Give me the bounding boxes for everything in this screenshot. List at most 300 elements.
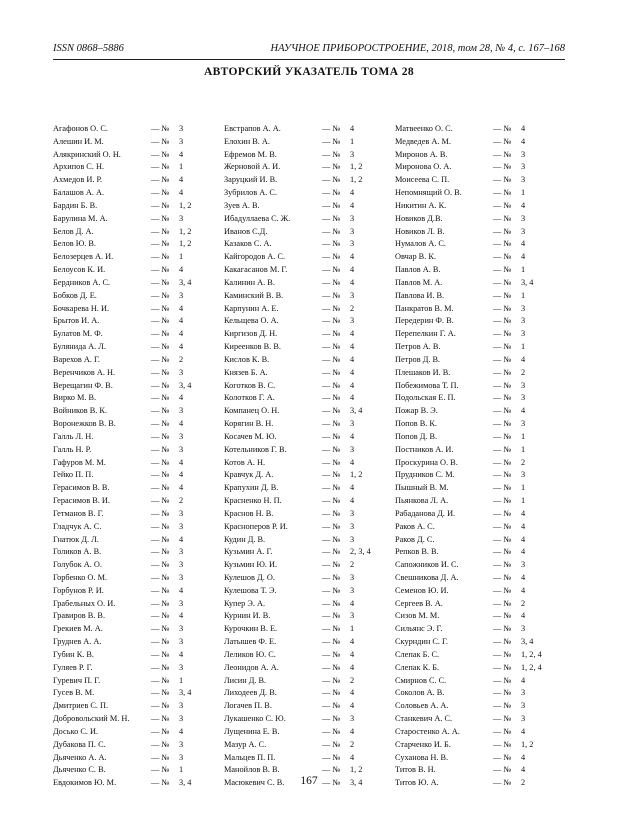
- author-name: Белозерцев А. И.: [53, 252, 114, 262]
- issue-numbers: 4: [350, 752, 355, 762]
- author-entry: [395, 610, 565, 623]
- issue-marker: — №: [322, 342, 341, 352]
- author-name: Гетманов В. Г.: [53, 508, 104, 518]
- issue-numbers: 4: [350, 124, 355, 133]
- issue-marker: — №: [493, 290, 512, 300]
- author-entry: [224, 226, 394, 239]
- author-name: Зубрилов А. С.: [224, 188, 278, 198]
- issue-marker: — №: [493, 277, 512, 287]
- issue-numbers: 3: [179, 752, 184, 762]
- issue-numbers: 3, 4: [350, 778, 363, 788]
- author-name: Дьяченко А. А.: [53, 752, 107, 762]
- author-entry: [53, 444, 223, 457]
- issue-numbers: 3: [179, 572, 184, 582]
- issue-marker: — №: [151, 136, 170, 146]
- issue-marker: — №: [151, 329, 170, 339]
- issue-numbers: 1: [521, 496, 526, 506]
- issue-marker: — №: [322, 598, 341, 608]
- issue-marker: — №: [151, 342, 170, 352]
- issue-numbers: 2: [350, 675, 355, 685]
- author-entry: [53, 149, 223, 162]
- author-entry: [395, 136, 565, 149]
- author-entry: [224, 405, 394, 418]
- author-entry: [395, 534, 565, 547]
- author-name: Передерин Ф. В.: [395, 316, 454, 326]
- author-entry: [395, 649, 565, 662]
- issue-numbers: 1: [521, 342, 526, 352]
- author-name: Бардин Б. В.: [53, 200, 98, 210]
- author-entry: [224, 392, 394, 405]
- author-name: Кайгородов А. С.: [224, 252, 286, 262]
- author-entry: [395, 200, 565, 213]
- author-entry: [395, 546, 565, 559]
- issue-numbers: 3: [350, 239, 355, 249]
- issue-numbers: 4: [350, 329, 355, 339]
- author-name: Бердников А. С.: [53, 277, 111, 287]
- issue-numbers: 1: [350, 624, 355, 634]
- author-name: Кельщева О. А.: [224, 316, 279, 326]
- author-name: Варехов А. Г.: [53, 354, 100, 364]
- author-name: Калинин А. В.: [224, 277, 275, 287]
- author-entry: [395, 559, 565, 572]
- author-entry: [53, 290, 223, 303]
- issue-marker: — №: [151, 316, 170, 326]
- author-name: Лукашенко С. Ю.: [224, 714, 286, 724]
- author-entry: [395, 354, 565, 367]
- issue-marker: — №: [151, 175, 170, 185]
- author-name: Воронежков В. В.: [53, 419, 116, 429]
- author-entry: [53, 405, 223, 418]
- issue-marker: — №: [493, 457, 512, 467]
- issue-marker: — №: [151, 457, 170, 467]
- author-name: Киргизов Д. Н.: [224, 329, 278, 339]
- author-entry: [53, 559, 223, 572]
- issue-marker: — №: [322, 637, 341, 647]
- issue-marker: — №: [322, 662, 341, 672]
- issue-numbers: 4: [350, 380, 355, 390]
- author-name: Верещагин Ф. В.: [53, 380, 113, 390]
- author-entry: [53, 752, 223, 765]
- author-entry: [224, 341, 394, 354]
- issue-numbers: 1: [179, 765, 184, 775]
- issue-marker: — №: [493, 200, 512, 210]
- author-name: Сильянс Э. Г.: [395, 624, 443, 634]
- issue-numbers: 3: [350, 149, 355, 159]
- issue-marker: — №: [151, 406, 170, 416]
- author-entry: [224, 610, 394, 623]
- author-name: Мальцев П. П.: [224, 752, 276, 762]
- author-entry: [395, 341, 565, 354]
- author-entry: [53, 649, 223, 662]
- author-name: Елохин В. А.: [224, 136, 271, 146]
- issue-numbers: 4: [350, 688, 355, 698]
- issue-numbers: 3: [521, 688, 526, 698]
- author-name: Компанец О. Н.: [224, 406, 280, 416]
- author-entry: [224, 457, 394, 470]
- issue-marker: — №: [322, 649, 341, 659]
- author-entry: [224, 752, 394, 765]
- author-entry: [224, 739, 394, 752]
- author-name: Перепелкин Г. А.: [395, 329, 456, 339]
- issue-marker: — №: [322, 470, 341, 480]
- author-entry: [224, 444, 394, 457]
- issue-numbers: 2: [350, 303, 355, 313]
- issue-marker: — №: [493, 547, 512, 557]
- author-entry: [53, 457, 223, 470]
- author-entry: [224, 123, 394, 136]
- issue-numbers: 3: [179, 290, 184, 300]
- author-entry: [53, 713, 223, 726]
- author-entry: [53, 726, 223, 739]
- author-name: Пышный В. М.: [395, 483, 449, 493]
- issue-marker: — №: [493, 483, 512, 493]
- author-entry: [224, 303, 394, 316]
- author-entry: [53, 508, 223, 521]
- issue-numbers: 4: [350, 598, 355, 608]
- author-entry: [53, 431, 223, 444]
- issue-numbers: 3: [521, 419, 526, 429]
- index-column-1: [53, 123, 223, 790]
- header-rule: [53, 59, 565, 60]
- issue-numbers: 1: [521, 188, 526, 198]
- issue-numbers: 3: [350, 213, 355, 223]
- author-name: Смирнов С. С.: [395, 675, 447, 685]
- author-name: Галль Н. Р.: [53, 444, 92, 454]
- issue-marker: — №: [151, 624, 170, 634]
- author-name: Подольская Е. П.: [395, 393, 456, 403]
- author-entry: [53, 226, 223, 239]
- issue-marker: — №: [151, 547, 170, 557]
- issue-marker: — №: [151, 675, 170, 685]
- author-name: Досько С. И.: [53, 726, 99, 736]
- author-name: Титов Ю. А.: [395, 778, 439, 788]
- author-entry: [395, 495, 565, 508]
- author-entry: [224, 380, 394, 393]
- issue-marker: — №: [493, 354, 512, 364]
- issue-marker: — №: [322, 419, 341, 429]
- author-entry: [53, 495, 223, 508]
- author-entry: [224, 238, 394, 251]
- author-entry: [224, 149, 394, 162]
- issue-marker: — №: [151, 752, 170, 762]
- author-entry: [53, 200, 223, 213]
- author-name: Павлов М. А.: [395, 277, 443, 287]
- issue-marker: — №: [322, 752, 341, 762]
- issue-numbers: 4: [521, 124, 526, 133]
- author-name: Гравиров В. В.: [53, 611, 106, 621]
- issue-numbers: 1: [521, 431, 526, 441]
- issue-marker: — №: [493, 393, 512, 403]
- author-entry: [395, 161, 565, 174]
- issue-numbers: 4: [521, 252, 526, 262]
- author-entry: [395, 405, 565, 418]
- author-entry: [395, 572, 565, 585]
- issue-marker: — №: [493, 521, 512, 531]
- author-name: Белоусов К. И.: [53, 265, 106, 275]
- author-entry: [395, 328, 565, 341]
- author-name: Барулина М. А.: [53, 213, 108, 223]
- issue-marker: — №: [151, 213, 170, 223]
- issue-marker: — №: [151, 598, 170, 608]
- author-entry: [395, 585, 565, 598]
- author-entry: [395, 739, 565, 752]
- author-entry: [224, 585, 394, 598]
- issue-marker: — №: [322, 726, 341, 736]
- author-name: Старостенко А. А.: [395, 726, 460, 736]
- issue-numbers: 4: [179, 483, 184, 493]
- author-entry: [53, 675, 223, 688]
- issue-numbers: 4: [350, 393, 355, 403]
- author-entry: [53, 213, 223, 226]
- issue-marker: — №: [151, 290, 170, 300]
- issn-header: ISSN 0868–5886: [53, 43, 124, 54]
- issue-marker: — №: [322, 316, 341, 326]
- author-entry: [53, 251, 223, 264]
- author-name: Сизов М. М.: [395, 611, 440, 621]
- issue-numbers: 4: [179, 585, 184, 595]
- issue-marker: — №: [493, 431, 512, 441]
- issue-numbers: 1, 2: [350, 470, 363, 480]
- issue-marker: — №: [322, 213, 341, 223]
- author-name: Станкевич А. С.: [395, 714, 453, 724]
- issue-numbers: 4: [521, 572, 526, 582]
- issue-marker: — №: [151, 277, 170, 287]
- author-entry: [395, 444, 565, 457]
- issue-numbers: 4: [179, 419, 184, 429]
- issue-numbers: 4: [179, 149, 184, 159]
- issue-marker: — №: [322, 277, 341, 287]
- author-entry: [224, 264, 394, 277]
- author-name: Лисин Д. В.: [224, 675, 267, 685]
- author-name: Бобков Д. Е.: [53, 290, 97, 300]
- issue-numbers: 4: [521, 521, 526, 531]
- author-name: Архипов С. Н.: [53, 162, 105, 172]
- issue-marker: — №: [151, 560, 170, 570]
- author-entry: [224, 649, 394, 662]
- issue-numbers: 1, 2: [179, 200, 192, 210]
- issue-numbers: 3: [179, 739, 184, 749]
- issue-marker: — №: [493, 778, 512, 788]
- issue-marker: — №: [322, 624, 341, 634]
- issue-numbers: 3: [350, 226, 355, 236]
- issue-numbers: 3: [179, 714, 184, 724]
- author-name: Горбенко О. М.: [53, 572, 108, 582]
- author-entry: [395, 675, 565, 688]
- author-name: Логачев П. В.: [224, 701, 272, 711]
- author-entry: [53, 521, 223, 534]
- author-entry: [224, 251, 394, 264]
- issue-marker: — №: [493, 188, 512, 198]
- issue-numbers: 3: [521, 175, 526, 185]
- author-entry: [224, 559, 394, 572]
- author-name: Раков А. С.: [395, 521, 435, 531]
- author-name: Булатов М. Ф.: [53, 329, 103, 339]
- issue-numbers: 2: [521, 598, 526, 608]
- issue-marker: — №: [151, 739, 170, 749]
- author-name: Миронов А. В.: [395, 149, 448, 159]
- author-entry: [395, 598, 565, 611]
- author-entry: [53, 328, 223, 341]
- issue-numbers: 1, 2: [179, 239, 192, 249]
- issue-numbers: 2: [521, 778, 526, 788]
- issue-numbers: 1, 2, 4: [521, 662, 542, 672]
- author-name: Панкратов В. М.: [395, 303, 454, 313]
- issue-numbers: 4: [521, 354, 526, 364]
- issue-marker: — №: [322, 457, 341, 467]
- author-entry: [395, 469, 565, 482]
- issue-marker: — №: [151, 124, 170, 133]
- issue-marker: — №: [322, 239, 341, 249]
- author-entry: [53, 687, 223, 700]
- issue-marker: — №: [322, 701, 341, 711]
- author-entry: [53, 700, 223, 713]
- issue-marker: — №: [322, 188, 341, 198]
- issue-numbers: 3: [179, 624, 184, 634]
- issue-marker: — №: [493, 316, 512, 326]
- author-name: Кузьмин Ю. И.: [224, 560, 278, 570]
- issue-numbers: 4: [521, 611, 526, 621]
- issue-numbers: 3: [179, 431, 184, 441]
- issue-marker: — №: [493, 624, 512, 634]
- issue-marker: — №: [151, 508, 170, 518]
- issue-numbers: 3: [350, 521, 355, 531]
- author-entry: [224, 187, 394, 200]
- author-entry: [53, 277, 223, 290]
- issue-marker: — №: [493, 675, 512, 685]
- issue-numbers: 3: [179, 444, 184, 454]
- issue-marker: — №: [493, 226, 512, 236]
- issue-marker: — №: [322, 354, 341, 364]
- author-entry: [224, 328, 394, 341]
- author-entry: [395, 187, 565, 200]
- author-name: Медведев А. М.: [395, 136, 451, 146]
- author-name: Леонидов А. А.: [224, 662, 279, 672]
- author-entry: [395, 213, 565, 226]
- issue-marker: — №: [322, 252, 341, 262]
- issue-marker: — №: [322, 149, 341, 159]
- issue-marker: — №: [493, 444, 512, 454]
- author-name: Киреенков В. В.: [224, 342, 281, 352]
- author-name: Коготков В. С.: [224, 380, 276, 390]
- author-entry: [53, 610, 223, 623]
- issue-marker: — №: [151, 496, 170, 506]
- issue-marker: — №: [151, 778, 170, 788]
- issue-marker: — №: [493, 649, 512, 659]
- issue-marker: — №: [322, 431, 341, 441]
- issue-numbers: 3, 4: [521, 637, 534, 647]
- issue-marker: — №: [493, 419, 512, 429]
- issue-numbers: 3: [350, 585, 355, 595]
- author-name: Петров Д. В.: [395, 354, 441, 364]
- author-name: Нумалов А. С.: [395, 239, 447, 249]
- author-entry: [224, 521, 394, 534]
- author-entry: [395, 367, 565, 380]
- author-name: Веренчиков А. Н.: [53, 367, 116, 377]
- author-name: Заруцкий И. В.: [224, 175, 278, 185]
- author-name: Овчар В. К.: [395, 252, 436, 262]
- issue-numbers: 3: [179, 136, 184, 146]
- author-entry: [395, 457, 565, 470]
- issue-numbers: 4: [179, 726, 184, 736]
- issue-numbers: 1, 2: [350, 162, 363, 172]
- author-entry: [395, 251, 565, 264]
- author-name: Новиков Л. В.: [395, 226, 445, 236]
- author-name: Казаков С. А.: [224, 239, 272, 249]
- author-name: Краснов Н. В.: [224, 508, 274, 518]
- author-entry: [224, 469, 394, 482]
- author-name: Кудин Д. В.: [224, 534, 266, 544]
- author-name: Попов В. К.: [395, 419, 438, 429]
- author-name: Белов Ю. В.: [53, 239, 97, 249]
- issue-numbers: 3: [350, 611, 355, 621]
- issue-marker: — №: [151, 188, 170, 198]
- issue-numbers: 3, 4: [179, 778, 192, 788]
- author-name: Соловьев А. А.: [395, 701, 449, 711]
- issue-numbers: 4: [521, 752, 526, 762]
- issue-marker: — №: [322, 200, 341, 210]
- issue-marker: — №: [151, 765, 170, 775]
- issue-numbers: 1: [521, 444, 526, 454]
- issue-numbers: 3, 4: [179, 380, 192, 390]
- author-name: Князев Б. А.: [224, 367, 268, 377]
- author-name: Латышев Ф. Е.: [224, 637, 277, 647]
- author-name: Губин К. В.: [53, 649, 94, 659]
- author-entry: [53, 341, 223, 354]
- issue-numbers: 3: [350, 508, 355, 518]
- author-entry: [224, 572, 394, 585]
- author-name: Косачев М. Ю.: [224, 431, 277, 441]
- issue-numbers: 3: [350, 444, 355, 454]
- issue-numbers: 3: [179, 508, 184, 518]
- author-name: Суханова Н. В.: [395, 752, 449, 762]
- issue-numbers: 4: [179, 188, 184, 198]
- issue-marker: — №: [493, 598, 512, 608]
- author-entry: [395, 713, 565, 726]
- issue-numbers: 1: [179, 252, 184, 262]
- issue-marker: — №: [493, 534, 512, 544]
- issue-numbers: 3: [521, 560, 526, 570]
- author-entry: [53, 662, 223, 675]
- issue-marker: — №: [322, 508, 341, 518]
- author-name: Миронова О. А.: [395, 162, 452, 172]
- issue-numbers: 3, 4: [521, 277, 534, 287]
- issue-marker: — №: [493, 508, 512, 518]
- author-entry: [224, 726, 394, 739]
- issue-marker: — №: [493, 752, 512, 762]
- issue-numbers: 4: [350, 457, 355, 467]
- author-name: Леликов Ю. С.: [224, 649, 276, 659]
- issue-marker: — №: [493, 136, 512, 146]
- author-name: Непомнящий О. В.: [395, 188, 462, 198]
- issue-numbers: 3: [179, 367, 184, 377]
- issue-marker: — №: [151, 444, 170, 454]
- issue-numbers: 2: [179, 354, 184, 364]
- issue-numbers: 3: [350, 714, 355, 724]
- issue-numbers: 4: [179, 316, 184, 326]
- author-entry: [224, 354, 394, 367]
- issue-numbers: 1, 2, 4: [521, 649, 542, 659]
- issue-numbers: 3: [350, 534, 355, 544]
- author-name: Манойлов В. В.: [224, 765, 280, 775]
- author-entry: [224, 495, 394, 508]
- issue-marker: — №: [322, 560, 341, 570]
- issue-marker: — №: [151, 380, 170, 390]
- issue-numbers: 4: [350, 188, 355, 198]
- author-name: Грекиев М. А.: [53, 624, 103, 634]
- author-name: Каминский В. В.: [224, 290, 284, 300]
- author-name: Никитин А. К.: [395, 200, 447, 210]
- author-entry: [395, 700, 565, 713]
